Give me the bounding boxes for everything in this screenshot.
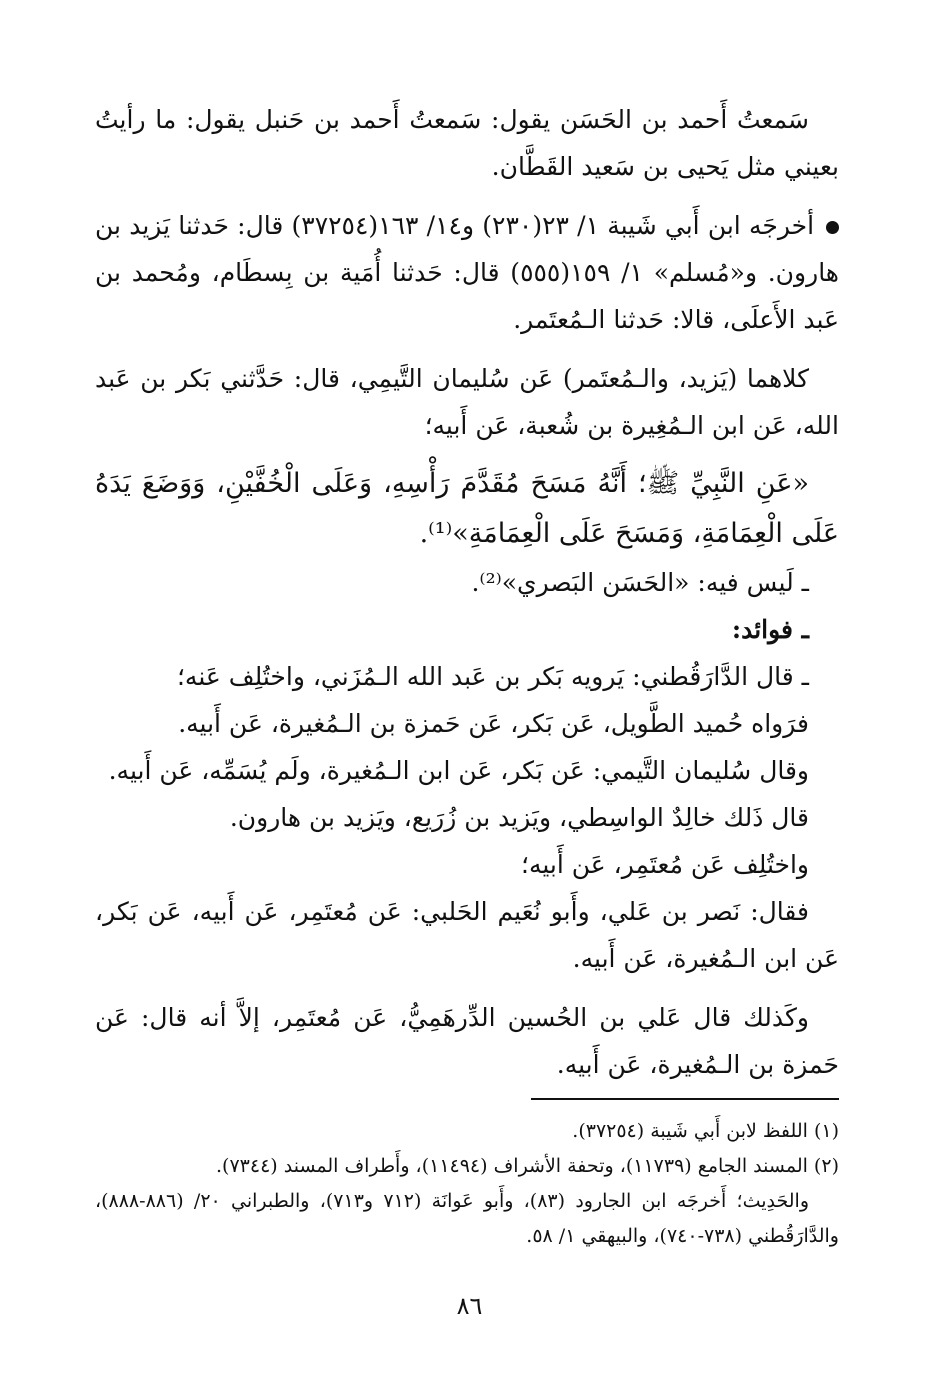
paragraph-2 (95, 202, 839, 343)
footnote-2: (٢) المسند الجامع (١١٧٣٩)، وتحفة الأشراف (١١٤٩٤)، وأَطراف المسند (٧٣٤٤). (216, 1155, 839, 1177)
page-body (95, 96, 839, 1088)
hadith-text: «عَنِ النَّبِيِّ ﷺ؛ أَنَّهُ مَسَحَ مُقَدَّمَ رَأْسِهِ، وَعَلَى الْخُفَّيْنِ، وَوَضَعَ يَدَهُ عَلَى الْعِمَامَةِ، وَمَسَحَ عَلَى الْعِمَامَةِ»⁽¹⁾. (95, 468, 839, 549)
bullet-icon (826, 221, 839, 234)
footnotes (95, 1098, 839, 1254)
footnote-divider (531, 1098, 839, 1100)
paragraph-1: سَمعتُ أَحمد بن الحَسَن يقول: سَمعتُ أَحمد بن حَنبل يقول: ما رأيتُ بعيني مثل يَحيى بن سَعيد القَطَّان. (95, 105, 839, 181)
page-number: ٨٦ (456, 1292, 483, 1320)
paragraph-10: قال ذَلك خالِدٌ الواسِطي، ويَزيد بن زُرَيع، ويَزيد بن هارون. (229, 803, 809, 832)
paragraph-12: فقال: نَصر بن عَلي، وأَبو نُعَيم الحَلبي: عَن مُعتَمِر، عَن أَبيه، عَن بَكر، عَن ابن الـمُغيرة، عَن أَبيه. (95, 897, 839, 973)
paragraph-3: كلاهما (يَزيد، والـمُعتَمر) عَن سُليمان التَّيمِي، قال: حَدَّثني بَكر بن عَبد الله، عَن ابن الـمُغِيرة بن شُعبة، عَن أَبيه؛ (95, 364, 839, 440)
paragraph-5: ـ لَيس فيه: «الحَسَن البَصري»⁽²⁾. (471, 568, 809, 597)
paragraph-11: واختُلِف عَن مُعتَمِر، عَن أَبيه؛ (521, 850, 809, 879)
footnote-1: (١) اللفظ لابن أَبي شَيبة (٣٧٢٥٤). (572, 1120, 839, 1142)
paragraph-8: فرَواه حُميد الطَّويل، عَن بَكر، عَن حَمزة بن الـمُغيرة، عَن أَبيه. (178, 709, 809, 738)
paragraph-2-text: أخرجَه ابن أَبي شَيبة ١/ ٢٣(٢٣٠) و١٤/ ١٦٣(٣٧٢٥٤) قال: حَدثنا يَزيد بن هارون. و«مُسلم» ١/ ١٥٩(٥٥٥) قال: حَدثنا أُمَية بن بِسطَام، ومُحمد بن عَبد الأَعلَى، قالا: حَدثنا الـمُعتَمر. (95, 211, 839, 334)
section-heading-benefits: ـ فوائد: (731, 615, 809, 644)
paragraph-9: وقال سُليمان التَّيمي: عَن بَكر، عَن ابن الـمُغيرة، ولَم يُسَمِّه، عَن أَبيه. (108, 756, 809, 785)
paragraph-7: ـ قال الدَّارَقُطني: يَرويه بَكر بن عَبد الله الـمُزَني، واختُلِف عَنه؛ (176, 662, 809, 691)
footnote-2-continued: والحَدِيث؛ أَخرجَه ابن الجارود (٨٣)، وأَبو عَوانَة (٧١٢ و٧١٣)، والطبراني ٢٠/ (٨٨٦-٨٨٨)، والدَّارَقُطني (٧٣٨-٧٤٠)، والبيهقي ١/ ٥٨. (95, 1190, 839, 1247)
paragraph-13: وكَذلك قال عَلي بن الحُسين الدِّرهَمِيُّ، عَن مُعتَمِر، إلاَّ أنه قال: عَن حَمزة بن الـمُغيرة، عَن أَبيه. (95, 1003, 839, 1079)
